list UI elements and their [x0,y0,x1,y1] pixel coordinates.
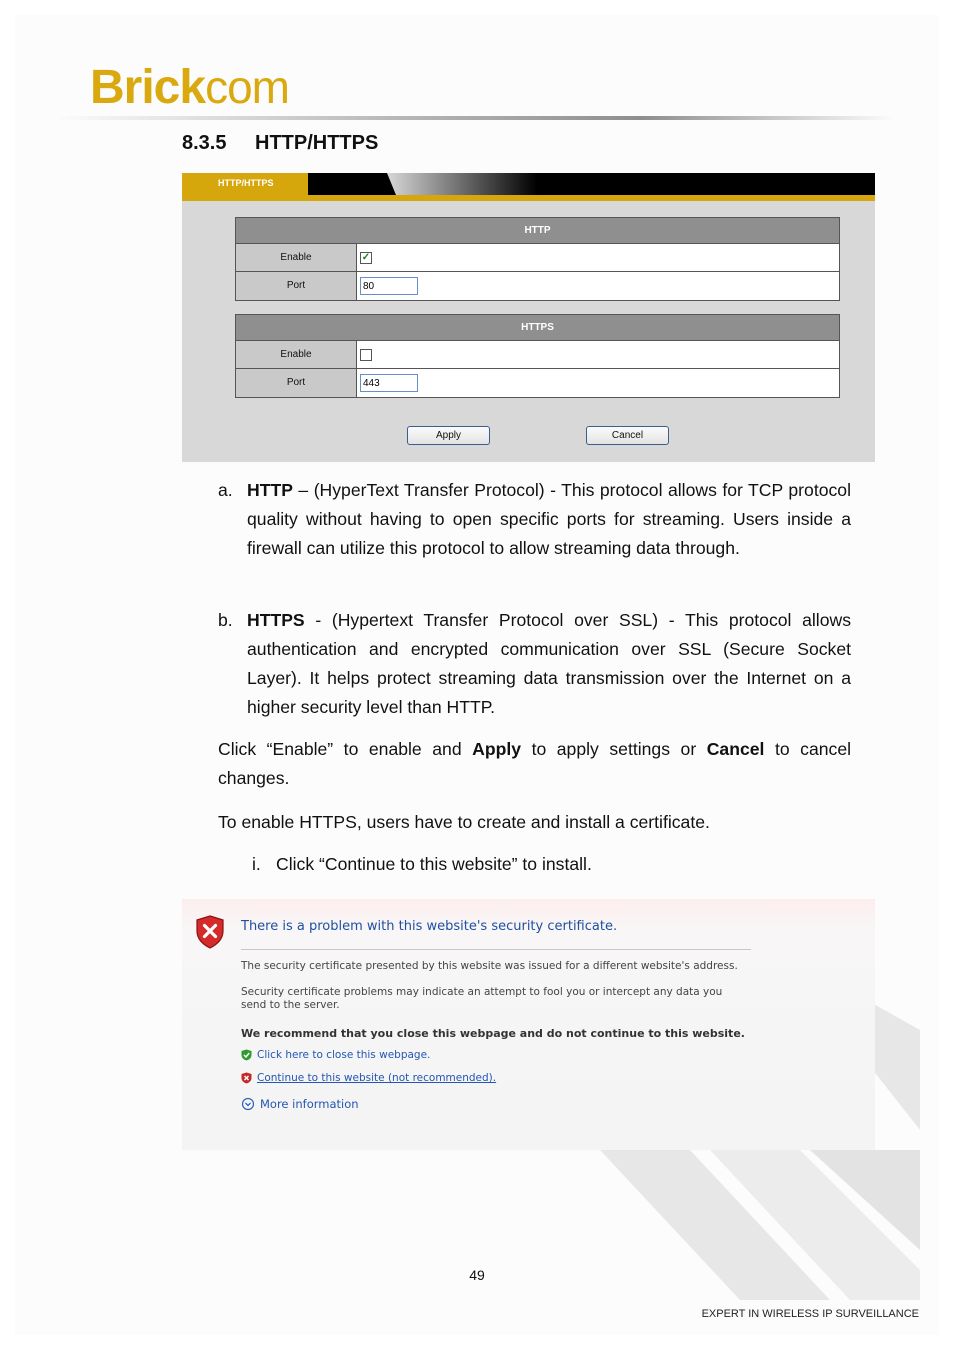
https-note: To enable HTTPS, users have to create and install a certificate. [218,812,710,832]
cert-line-2: Security certificate problems may indicate an attempt to fool you or intercept any data you send to the server. [241,986,723,1011]
tab-http-https[interactable]: HTTP/HTTPS [182,173,308,195]
expand-circle-icon [241,1097,255,1111]
apply-term: Apply [472,739,522,759]
logo-com-text: com [205,61,289,113]
page-number: 49 [469,1267,485,1283]
apply-button[interactable]: Apply [407,426,490,445]
header-rule [55,116,895,120]
https-port-input[interactable] [360,374,418,392]
term-http: HTTP [247,480,293,500]
http-enable-row [236,244,839,272]
list-item-http [218,476,851,563]
http-enable-checkbox[interactable]: ✓ [361,251,371,263]
red-shield-icon [241,1072,252,1084]
panel-header-gradient [387,173,537,195]
http-port-row [236,272,839,300]
https-port-label: Port [236,369,357,397]
term-https: HTTPS [247,610,305,630]
http-table-title: HTTP [236,218,839,244]
green-shield-icon [241,1049,252,1061]
continue-website-link[interactable] [241,1072,496,1084]
section-number: 8.3.5 [182,132,227,154]
more-info-text: More information [260,1097,359,1111]
close-webpage-link[interactable] [241,1049,430,1061]
logo-brick-text: Brick [90,61,206,114]
http-settings-panel [182,173,875,462]
certificate-error-screenshot [182,899,875,1150]
shield-error-icon [195,915,225,949]
list-marker: b. [218,610,233,630]
cancel-term: Cancel [706,739,765,759]
close-link-text: Click here to close this webpage. [257,1049,431,1061]
click-instructions [218,735,851,793]
cert-line-1: The security certificate presented by this website was issued for a different website's address. [241,960,738,972]
click-text-2: to apply settings or [521,739,707,759]
http-port-input[interactable] [360,277,418,295]
http-description: – (HyperText Transfer Protocol) - This protocol allows for TCP protocol quality without having to open specific ports for streaming. Users inside a firewall can utilize this protocol to allow streaming data through. [247,480,851,558]
https-enable-row [236,341,839,369]
brickcom-logo [90,60,289,114]
panel-accent-stripe [182,195,875,201]
list-item-https [218,606,851,722]
https-enable-label: Enable [236,341,357,368]
cert-error-title: There is a problem with this website's security certificate. [241,919,618,934]
https-description: - (Hypertext Transfer Protocol over SSL) - This protocol allows authentication and encrypted communication over SSL (Secure Socket Layer). It helps protect streaming data transmission over the Internet on a higher security level than HTTP. [247,610,851,717]
continue-link-text: Continue to this website (not recommended). [257,1072,497,1084]
https-port-row [236,369,839,397]
cert-recommendation: We recommend that you close this webpage and do not continue to this website. [241,1027,745,1040]
footer-tagline: EXPERT IN WIRELESS IP SURVEILLANCE [701,1308,919,1320]
section-title: HTTP/HTTPS [255,132,379,154]
http-table [235,217,840,301]
https-table [235,314,840,398]
https-table-title: HTTPS [236,315,839,341]
section-heading [182,132,378,155]
more-information-link[interactable] [241,1097,359,1111]
http-enable-label: Enable [236,244,357,271]
http-port-label: Port [236,272,357,300]
sub-list-marker: i. [252,854,261,874]
click-text-3: to cancel changes. [218,739,852,788]
sub-item-continue [252,850,592,879]
list-marker: a. [218,480,233,500]
cert-divider [241,949,751,950]
click-text-1: Click “Enable” to enable and [218,739,473,759]
sub-item-text: Click “Continue to this website” to install. [276,854,592,874]
https-enable-checkbox[interactable] [360,349,372,361]
cancel-button[interactable]: Cancel [586,426,669,445]
